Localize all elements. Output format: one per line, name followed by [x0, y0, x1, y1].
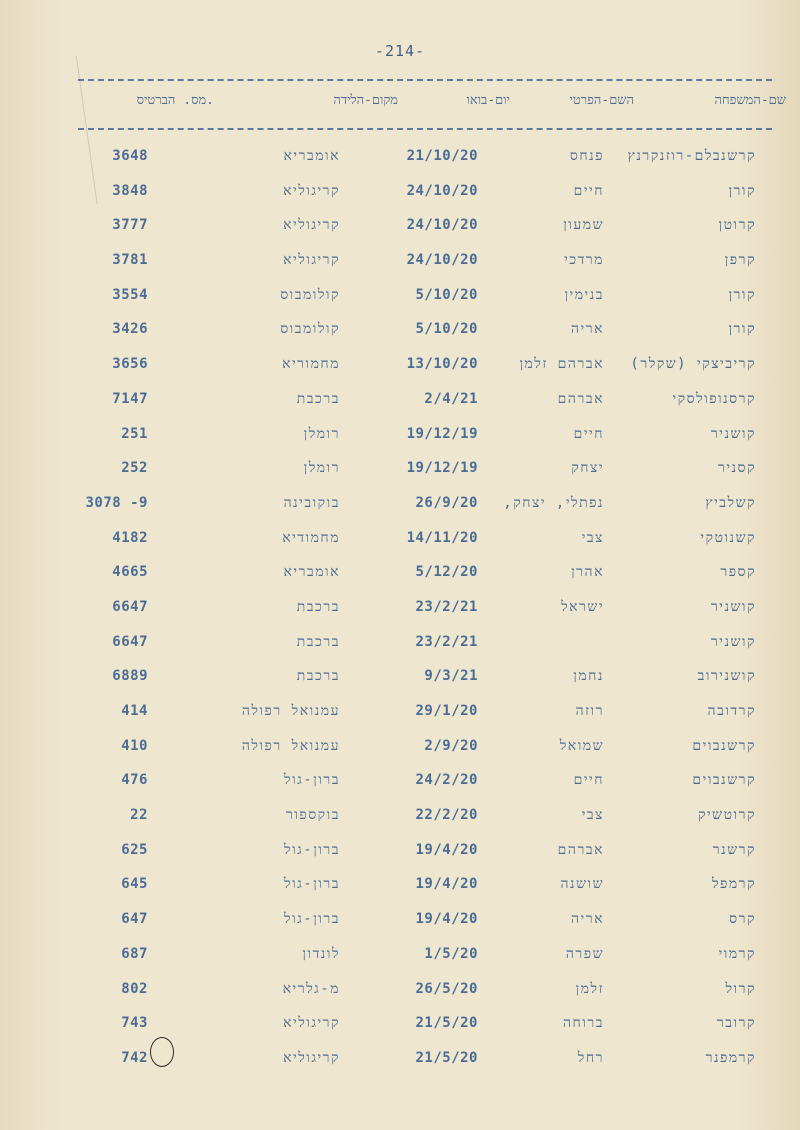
- cell-family: קרדובה: [707, 703, 756, 719]
- cell-arrival-date: 19/12/19: [406, 460, 478, 477]
- cell-card-number: 647: [121, 911, 148, 928]
- cell-birthplace: קריגוליא: [283, 182, 340, 199]
- cell-first-name: רחל: [577, 1049, 604, 1066]
- cell-arrival-date: 24/10/20: [406, 252, 478, 269]
- cell-arrival-date: 2/4/21: [424, 390, 478, 407]
- cell-first-name: בנימין: [564, 286, 604, 303]
- table-row: [0, 487, 800, 522]
- cell-card-number: 687: [121, 945, 148, 962]
- table-row: [0, 383, 800, 418]
- cell-arrival-date: 19/4/20: [415, 876, 478, 893]
- cell-card-number: 3554: [112, 286, 148, 303]
- cell-family: קריביצקי (שקלר): [630, 356, 756, 373]
- header-arrival-date: יום-בואו: [466, 93, 510, 108]
- table-row: [0, 730, 800, 765]
- cell-arrival-date: 19/4/20: [415, 841, 478, 858]
- cell-birthplace: מחמודיא: [282, 529, 340, 546]
- cell-birthplace: ברון-גול: [284, 772, 340, 789]
- table-row: [0, 834, 800, 869]
- cell-family: קרשנבוים: [692, 772, 756, 789]
- cell-card-number: 4182: [112, 529, 148, 546]
- cell-first-name: נפתלי, יצחק,: [503, 494, 604, 511]
- table-row: [0, 938, 800, 973]
- table-row: [0, 1042, 800, 1077]
- table-row: [0, 660, 800, 695]
- cell-family: קסניר: [717, 460, 756, 477]
- cell-card-number: 6647: [112, 633, 148, 650]
- cell-arrival-date: 24/10/20: [406, 217, 478, 234]
- cell-arrival-date: 21/5/20: [415, 1015, 478, 1032]
- cell-birthplace: ברכבת: [296, 390, 340, 407]
- cell-first-name: אהרן: [571, 564, 604, 581]
- cell-family: קרמפנר: [705, 1049, 756, 1066]
- cell-card-number: 3777: [112, 217, 148, 234]
- cell-first-name: רוזה: [575, 703, 604, 719]
- cell-card-number: 252: [121, 460, 148, 477]
- cell-family: קרול: [725, 980, 756, 997]
- table-row: [0, 903, 800, 938]
- cell-birthplace: קריגוליא: [283, 1049, 340, 1066]
- cell-card-number: 6647: [112, 598, 148, 615]
- table-row: [0, 556, 800, 591]
- cell-card-number: 3648: [112, 148, 148, 164]
- table-row: [0, 973, 800, 1008]
- cell-first-name: יצחק: [571, 460, 604, 477]
- handwritten-circle-mark: [150, 1037, 174, 1067]
- cell-arrival-date: 29/1/20: [415, 703, 478, 719]
- cell-card-number: 22: [130, 807, 148, 824]
- cell-first-name: שמואל: [559, 737, 604, 754]
- table-row: [0, 522, 800, 557]
- table-row: [0, 209, 800, 244]
- cell-family: קרוטשיק: [698, 807, 756, 824]
- cell-first-name: אריה: [570, 321, 604, 338]
- cell-card-number: 645: [121, 876, 148, 893]
- cell-family: קרמפל: [711, 876, 756, 893]
- cell-first-name: ברוחה: [562, 1015, 604, 1032]
- cell-card-number: 3781: [112, 252, 148, 269]
- cell-card-number: 625: [121, 841, 148, 858]
- cell-card-number: 802: [121, 980, 148, 997]
- table-row: [0, 175, 800, 210]
- cell-birthplace: קולומבוס: [280, 321, 340, 338]
- table-row: [0, 1007, 800, 1042]
- cell-family: קורן: [728, 286, 756, 303]
- cell-family: קושניר: [710, 598, 756, 615]
- cell-birthplace: עמנואל רפולה: [241, 703, 340, 719]
- cell-first-name: נחמן: [573, 668, 604, 685]
- cell-arrival-date: 26/5/20: [415, 980, 478, 997]
- cell-arrival-date: 9/3/21: [424, 668, 478, 685]
- cell-birthplace: ברון-גול: [284, 876, 340, 893]
- cell-birthplace: אומבריא: [283, 148, 340, 164]
- cell-family: קושנירוב: [697, 668, 756, 685]
- table-row: [0, 348, 800, 383]
- cell-arrival-date: 23/2/21: [415, 633, 478, 650]
- cell-arrival-date: 13/10/20: [406, 356, 478, 373]
- cell-first-name: שושנה: [560, 876, 604, 893]
- cell-first-name: שמעון: [563, 217, 604, 234]
- table-row: [0, 764, 800, 799]
- cell-birthplace: לונדון: [302, 945, 340, 962]
- cell-birthplace: ברכבת: [296, 598, 340, 615]
- cell-first-name: זלמן: [575, 980, 604, 997]
- cell-first-name: פנחס: [569, 148, 604, 164]
- cell-first-name: חיים: [573, 182, 604, 199]
- table-row: [0, 626, 800, 661]
- cell-card-number: 3656: [112, 356, 148, 373]
- page-number: -214-: [374, 42, 426, 60]
- header-rule: [78, 128, 772, 130]
- cell-first-name: אברהם: [557, 841, 604, 858]
- cell-arrival-date: 24/2/20: [415, 772, 478, 789]
- cell-family: קרסנופולסקי: [672, 390, 756, 407]
- cell-birthplace: מחמוריא: [282, 356, 340, 373]
- cell-card-number: 3078 -9: [85, 494, 148, 511]
- header-card-number: מס. הברטיס.: [136, 93, 214, 108]
- table-row: [0, 279, 800, 314]
- cell-card-number: 742: [121, 1049, 148, 1066]
- cell-first-name: חיים: [573, 425, 604, 442]
- cell-arrival-date: 5/12/20: [415, 564, 478, 581]
- cell-family: קרובר: [716, 1015, 756, 1032]
- cell-arrival-date: 24/10/20: [406, 182, 478, 199]
- cell-birthplace: ברכבת: [296, 668, 340, 685]
- cell-arrival-date: 26/9/20: [415, 494, 478, 511]
- cell-family: קרס: [729, 911, 756, 928]
- cell-arrival-date: 2/9/20: [424, 737, 478, 754]
- header-first-name: השם-הפרטי: [569, 93, 634, 108]
- cell-family: קרשנבלם-רוזנקרנץ: [627, 148, 756, 164]
- cell-card-number: 3426: [112, 321, 148, 338]
- table-row: [0, 313, 800, 348]
- cell-first-name: צבי: [581, 529, 604, 546]
- table-row: [0, 868, 800, 903]
- cell-family: קרוטן: [718, 217, 756, 234]
- cell-first-name: אברהם: [557, 390, 604, 407]
- cell-card-number: 743: [121, 1015, 148, 1032]
- cell-birthplace: קריגוליא: [283, 217, 340, 234]
- cell-first-name: צבי: [581, 807, 604, 824]
- cell-family: קשנוטקי: [700, 529, 756, 546]
- cell-arrival-date: 19/4/20: [415, 911, 478, 928]
- cell-card-number: 7147: [112, 390, 148, 407]
- cell-family: קושניר: [710, 633, 756, 650]
- cell-birthplace: ברון-גול: [284, 841, 340, 858]
- cell-first-name: אברהם זלמן: [519, 356, 604, 373]
- cell-card-number: 3848: [112, 182, 148, 199]
- table-row: [0, 695, 800, 730]
- table-body: [0, 140, 800, 1077]
- cell-birthplace: בוקובינה: [283, 494, 340, 511]
- table-row: [0, 591, 800, 626]
- cell-birthplace: ברון-גול: [284, 911, 340, 928]
- cell-arrival-date: 1/5/20: [424, 945, 478, 962]
- cell-birthplace: ברכבת: [296, 633, 340, 650]
- cell-birthplace: מ-גלריא: [282, 980, 340, 997]
- cell-first-name: ישראל: [561, 598, 604, 615]
- cell-family: קספר: [720, 564, 756, 581]
- table-row: [0, 140, 800, 175]
- cell-first-name: מרדכי: [564, 252, 604, 269]
- cell-birthplace: קריגוליא: [283, 252, 340, 269]
- cell-birthplace: בוקספור: [285, 807, 340, 824]
- cell-card-number: 6889: [112, 668, 148, 685]
- cell-first-name: חיים: [573, 772, 604, 789]
- cell-arrival-date: 5/10/20: [415, 286, 478, 303]
- table-row: [0, 244, 800, 279]
- cell-arrival-date: 23/2/21: [415, 598, 478, 615]
- cell-arrival-date: 19/12/19: [406, 425, 478, 442]
- cell-first-name: אריה: [570, 911, 604, 928]
- cell-card-number: 251: [121, 425, 148, 442]
- cell-birthplace: קולומבוס: [280, 286, 340, 303]
- cell-birthplace: עמנואל רפולה: [241, 737, 340, 754]
- table-row: [0, 418, 800, 453]
- table-header: [80, 92, 786, 114]
- cell-birthplace: אומבריא: [283, 564, 340, 581]
- table-row: [0, 799, 800, 834]
- cell-family: קרשנבוים: [692, 737, 756, 754]
- cell-family: קורן: [728, 182, 756, 199]
- cell-arrival-date: 21/5/20: [415, 1049, 478, 1066]
- cell-family: קורן: [728, 321, 756, 338]
- cell-card-number: 476: [121, 772, 148, 789]
- cell-first-name: שפרה: [565, 945, 604, 962]
- cell-family: קושניר: [710, 425, 756, 442]
- cell-arrival-date: 21/10/20: [406, 148, 478, 164]
- cell-birthplace: רומלן: [303, 460, 340, 477]
- cell-arrival-date: 5/10/20: [415, 321, 478, 338]
- cell-family: קרמוי: [718, 945, 756, 962]
- cell-arrival-date: 14/11/20: [406, 529, 478, 546]
- table-row: [0, 452, 800, 487]
- cell-family: קשלביץ: [705, 494, 756, 511]
- top-rule: [78, 79, 772, 81]
- cell-card-number: 410: [121, 737, 148, 754]
- cell-card-number: 414: [121, 703, 148, 719]
- header-family: שם-המשפחה: [714, 93, 786, 108]
- header-birthplace: מקום-הלידה: [333, 93, 398, 108]
- cell-birthplace: רומלן: [303, 425, 340, 442]
- cell-family: קרשנר: [712, 841, 756, 858]
- cell-birthplace: קריגוליא: [283, 1015, 340, 1032]
- cell-card-number: 4665: [112, 564, 148, 581]
- cell-arrival-date: 22/2/20: [415, 807, 478, 824]
- cell-family: קרפן: [724, 252, 756, 269]
